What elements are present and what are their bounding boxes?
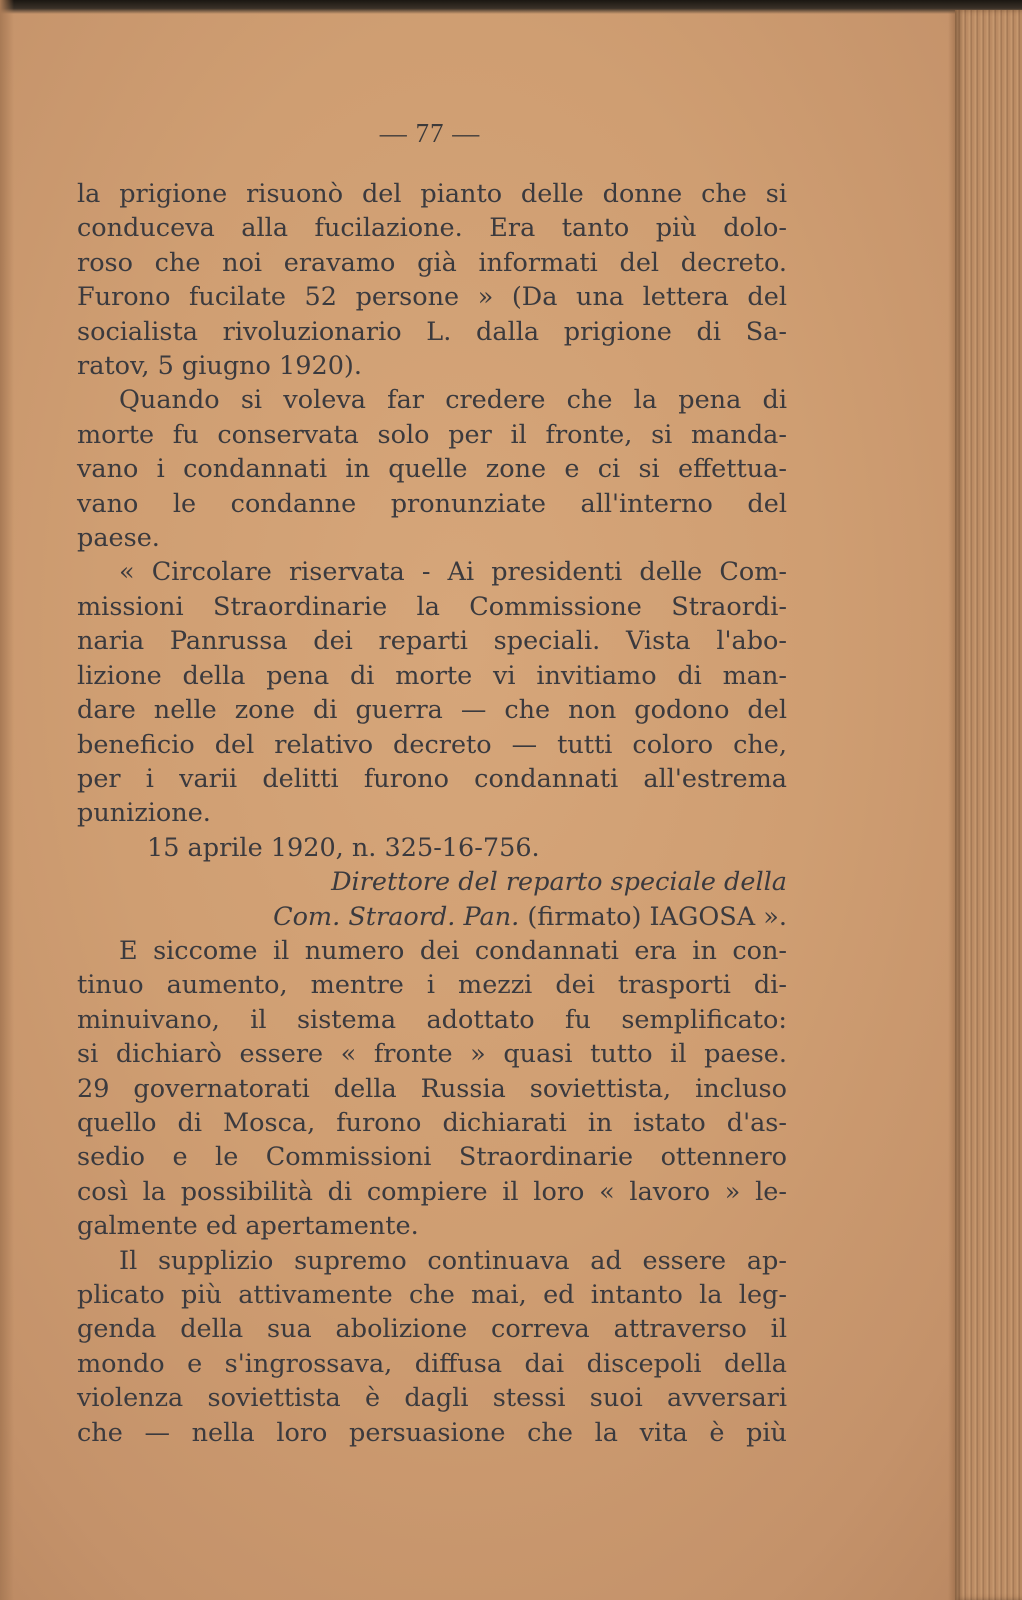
text-line: Furono fucilate 52 persone » (Da una lettera del: [77, 282, 787, 313]
text-line: così la possibilità di compiere il loro « lavoro » le-: [77, 1176, 787, 1207]
signature: (firmato) IAGOSA ».: [519, 901, 787, 932]
text-line: naria Panrussa dei reparti speciali. Vista l'abo-: [77, 626, 787, 657]
text-line: che — nella loro persuasione che la vita è più: [77, 1417, 787, 1448]
text-line: socialista rivoluzionario L. dalla prigione di Sa-: [77, 316, 787, 347]
text-line: Il supplizio supremo continuava ad essere ap-: [119, 1245, 787, 1276]
text-line: « Circolare riservata - Ai presidenti delle Com-: [119, 557, 787, 588]
text-line: minuivano, il sistema adottato fu semplificato:: [77, 1004, 787, 1035]
text-line: E siccome il numero dei condannati era in con-: [119, 935, 787, 966]
text-line: beneficio del relativo decreto — tutti coloro che,: [77, 729, 787, 760]
text-line: paese.: [77, 523, 160, 554]
text-line: plicato più attivamente che mai, ed intanto la leg-: [77, 1280, 787, 1310]
document-reference: 15 aprile 1920, n. 325-16-756.: [147, 832, 540, 863]
page-number: — 77 —: [379, 118, 481, 148]
text-line: genda della sua abolizione correva attraverso il: [77, 1314, 787, 1345]
top-binding-edge: [0, 0, 1022, 14]
text-line: ratov, 5 giugno 1920).: [77, 351, 362, 382]
text-line: galmente ed apertamente.: [77, 1211, 419, 1242]
body-text: [77, 177, 787, 1450]
text-line: dare nelle zone di guerra — che non godono del: [77, 695, 787, 726]
text-line: vano i condannati in quelle zone e ci si effettua-: [77, 454, 787, 485]
text-line: roso che noi eravamo già informati del decreto.: [77, 247, 787, 278]
text-line: Quando si voleva far credere che la pena di: [119, 385, 787, 416]
signatory-office: Com. Straord. Pan.: [273, 901, 520, 932]
signatory-title: Direttore del reparto speciale della: [331, 867, 787, 898]
text-line: sedio e le Commissioni Straordinarie ottennero: [77, 1142, 787, 1173]
left-page-edge: [0, 0, 14, 1600]
text-line: si dichiarò essere « fronte » quasi tutto il paese.: [77, 1039, 787, 1070]
text-line: tinuo aumento, mentre i mezzi dei trasporti di-: [77, 970, 787, 1001]
text-line: morte fu conservata solo per il fronte, si manda-: [77, 419, 787, 450]
text-line: punizione.: [77, 798, 211, 829]
text-line: la prigione risuonò del pianto delle donne che si: [77, 179, 787, 209]
text-line: vano le condanne pronunziate all'interno del: [77, 488, 787, 519]
signature-line: [77, 900, 787, 934]
text-line: missioni Straordinarie la Commissione Straordi-: [77, 591, 787, 622]
text-line: mondo e s'ingrossava, diffusa dai discepoli della: [77, 1348, 787, 1379]
text-line: per i varii delitti furono condannati all'estrema: [77, 763, 787, 794]
page-stack-edges: [955, 10, 1022, 1600]
text-line: 29 governatorati della Russia soviettista, incluso: [77, 1073, 787, 1104]
text-line: conduceva alla fucilazione. Era tanto più dolo-: [77, 213, 787, 244]
text-line: lizione della pena di morte vi invitiamo di man-: [77, 660, 787, 691]
text-line: violenza soviettista è dagli stessi suoi avversari: [77, 1383, 787, 1414]
text-line: quello di Mosca, furono dichiarati in istato d'as-: [77, 1107, 787, 1138]
